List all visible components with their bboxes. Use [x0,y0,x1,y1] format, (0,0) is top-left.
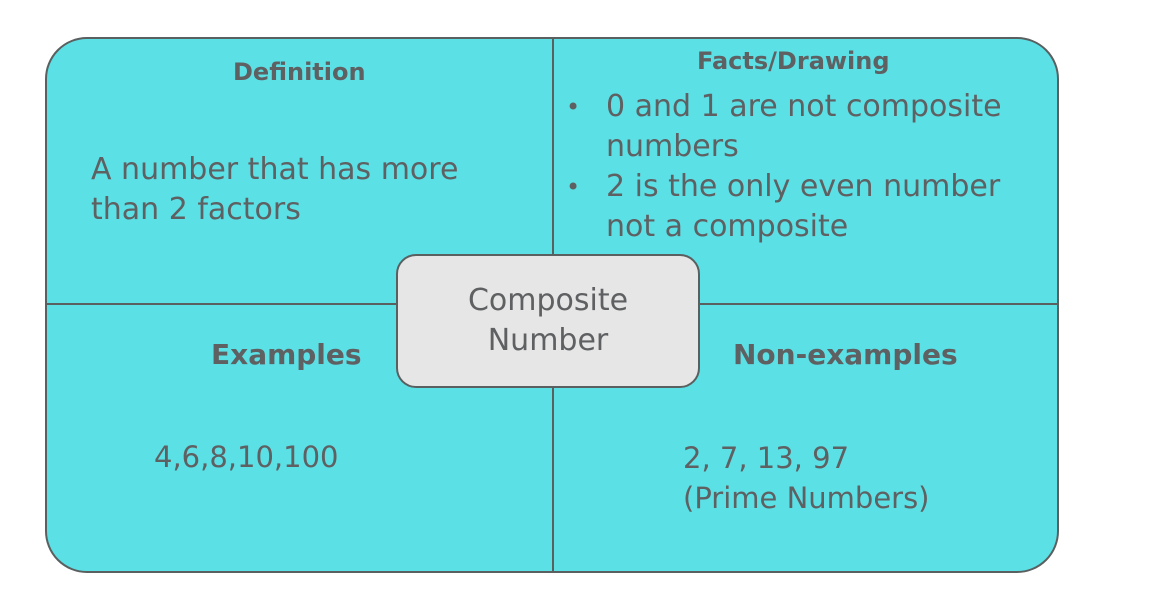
center-term-line: Composite [467,283,629,318]
center-term-line: Number [487,323,609,358]
facts-list [560,87,1050,247]
facts-heading: Facts/Drawing [697,47,890,75]
definition-heading: Definition [233,58,366,86]
non-examples-line: (Prime Numbers) [683,481,930,515]
facts-list-item [560,87,1050,167]
center-term-box [396,254,700,388]
facts-list-item [560,167,1050,247]
facts-item-text: 0 and 1 are not composite numbers [606,89,1002,164]
non-examples-text [683,438,930,518]
definition-text: A number that has more than 2 factors [91,152,459,227]
bullet-icon: • [566,173,581,201]
examples-text: 4,6,8,10,100 [154,440,339,474]
non-examples-heading: Non-examples [733,338,958,371]
facts-item-text: 2 is the only even number not a composite [606,169,1001,244]
examples-heading: Examples [211,338,362,371]
bullet-icon: • [566,93,581,121]
non-examples-line: 2, 7, 13, 97 [683,441,850,475]
center-term [468,281,628,361]
